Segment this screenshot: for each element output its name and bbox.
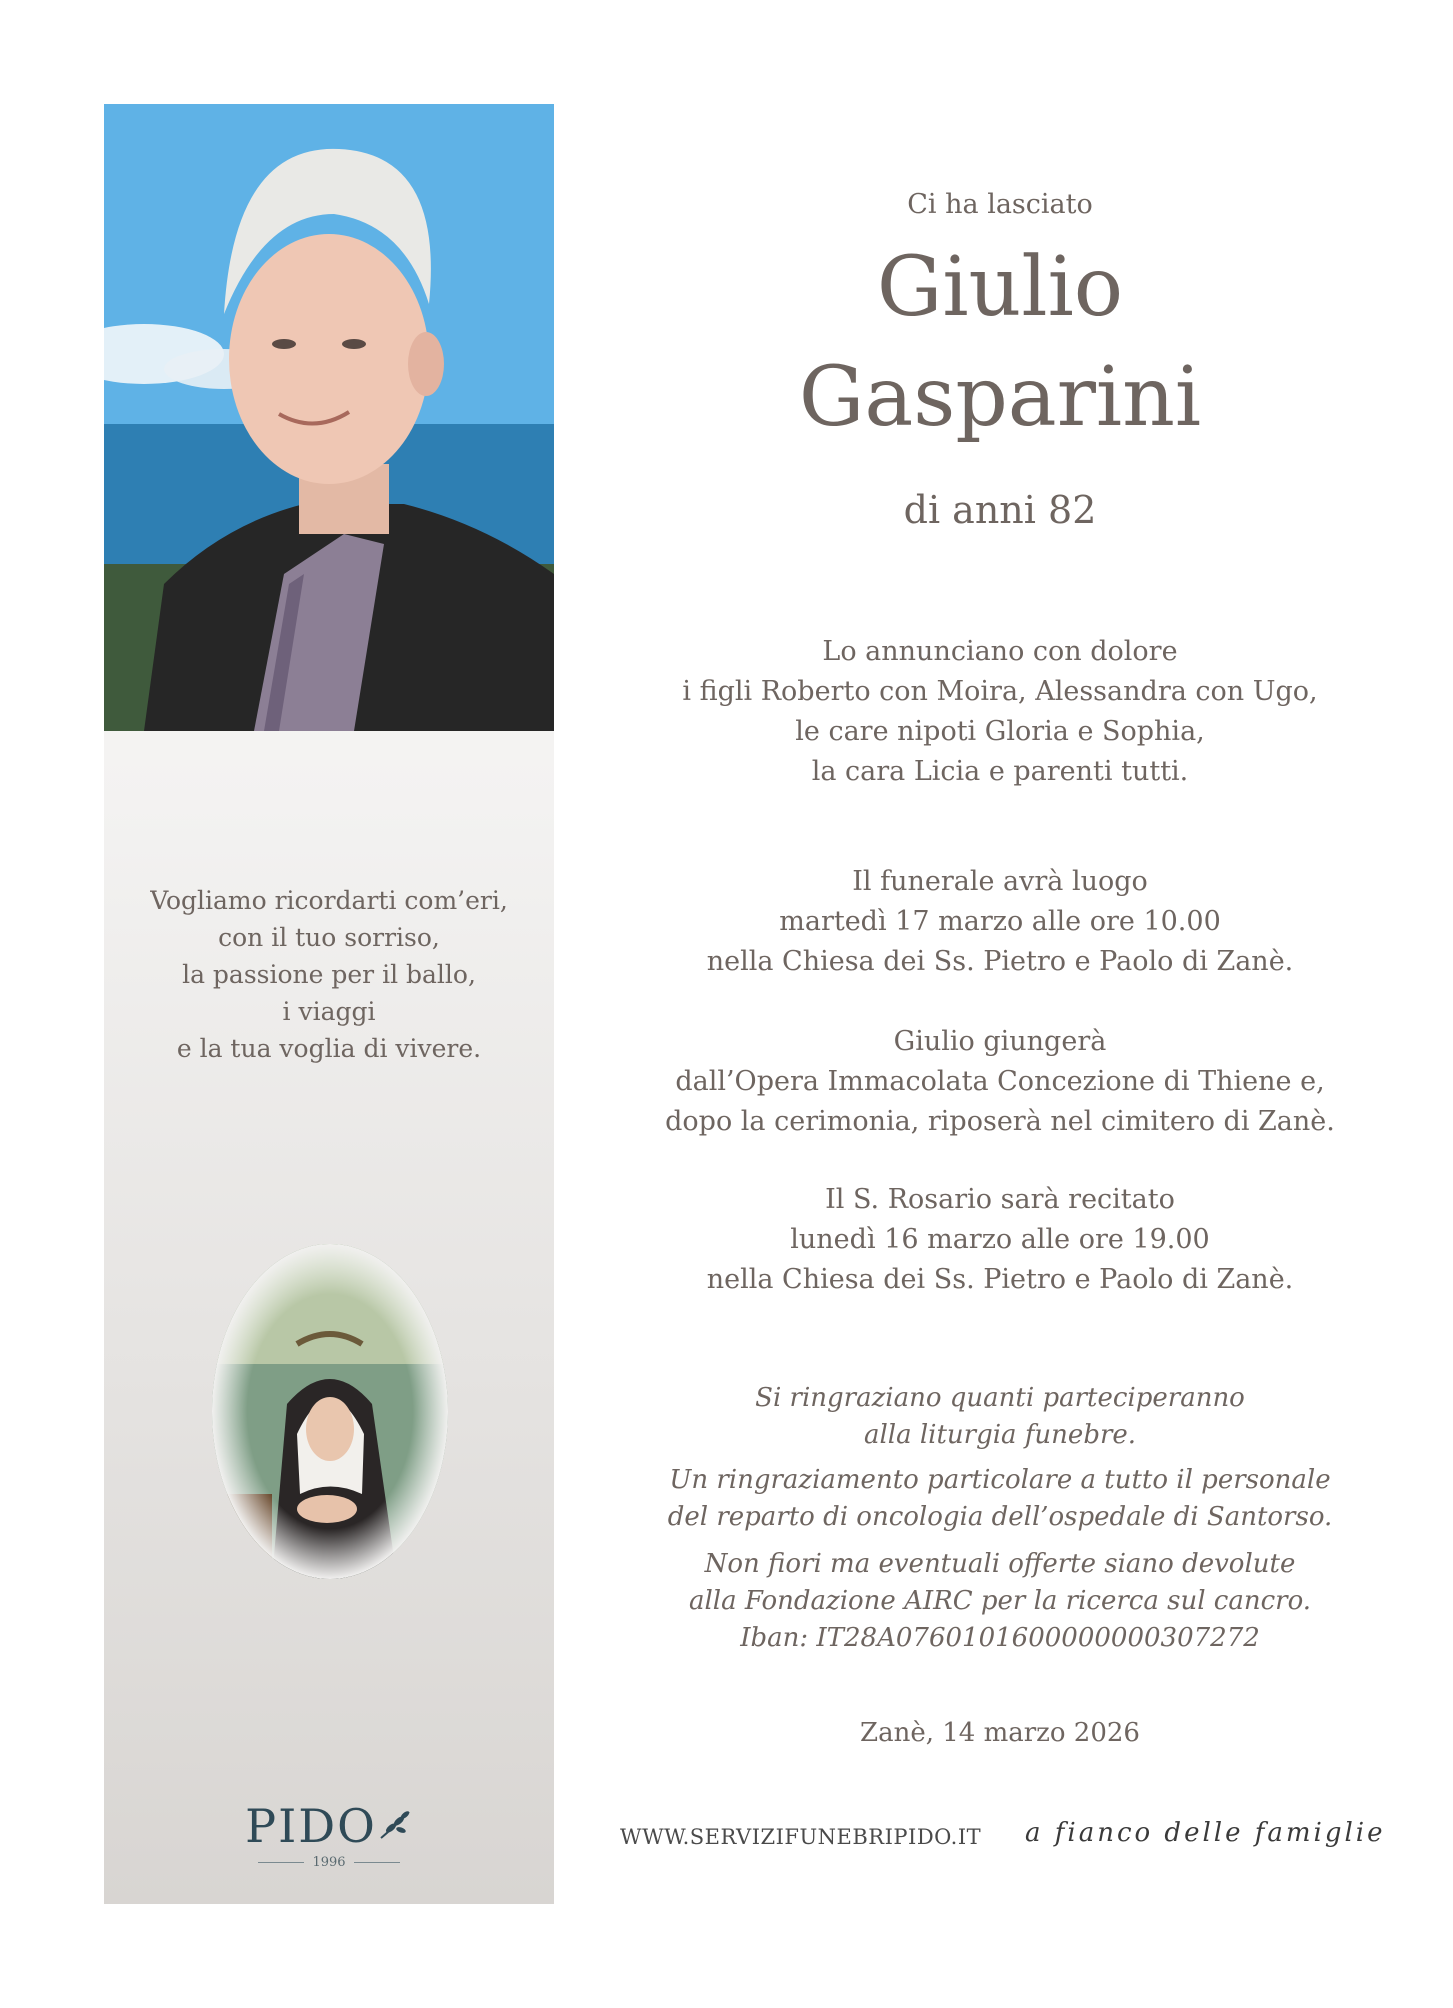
rosary-line: lunedì 16 marzo alle ore 19.00 (790, 1224, 1210, 1255)
olive-branch-icon (379, 1799, 413, 1853)
company-motto: a fianco delle famiglie (1025, 1818, 1386, 1848)
logo-word: PIDO (245, 1799, 377, 1853)
special-thanks-line: del reparto di oncologia dell’ospedale di Santorso. (667, 1502, 1333, 1532)
announcement-line: le care nipoti Gloria e Sophia, (795, 716, 1205, 747)
deceased-age: di anni 82 (903, 488, 1097, 532)
logo-year: 1996 (312, 1855, 346, 1870)
saint-image (212, 1244, 448, 1579)
rosary-line: Il S. Rosario sarà recitato (825, 1184, 1175, 1215)
memory-quote (104, 882, 554, 1067)
donations-line: Non fiori ma eventuali offerte siano devolute (704, 1549, 1296, 1579)
donations-line: alla Fondazione AIRC per la ricerca sul cancro. (688, 1586, 1312, 1616)
arrival-block (600, 1022, 1400, 1142)
left-panel (104, 104, 554, 1904)
memory-line: con il tuo sorriso, (218, 923, 440, 952)
special-thanks-line: Un ringraziamento particolare a tutto il personale (669, 1465, 1331, 1495)
pido-logo (104, 1799, 554, 1870)
portrait-photo (104, 104, 554, 731)
rosary-block (600, 1180, 1400, 1300)
logo-divider (258, 1862, 304, 1863)
memory-line: la passione per il ballo, (182, 960, 476, 989)
thanks-block (600, 1380, 1400, 1454)
logo-divider (354, 1862, 400, 1863)
deceased-first-name: Giulio (876, 240, 1124, 335)
arrival-line: dall’Opera Immacolata Concezione di Thiene e, (675, 1066, 1325, 1097)
website-link[interactable]: WWW.SERVIZIFUNEBRIPIDO.IT (620, 1825, 982, 1849)
deceased-last-name: Gasparini (798, 350, 1202, 445)
iban-line: Iban: IT28A0760101600000000307272 (740, 1623, 1260, 1653)
funeral-line: Il funerale avrà luogo (852, 866, 1148, 897)
announcement-line: la cara Licia e parenti tutti. (811, 756, 1189, 787)
memory-line: i viaggi (282, 997, 376, 1026)
funeral-line: martedì 17 marzo alle ore 10.00 (779, 906, 1221, 937)
donations-block (600, 1546, 1400, 1657)
thanks-line: alla liturgia funebre. (863, 1420, 1137, 1450)
thanks-line: Si ringraziano quanti parteciperanno (755, 1383, 1245, 1413)
notice-date: Zanè, 14 marzo 2026 (860, 1718, 1140, 1748)
arrival-line: Giulio giungerà (893, 1026, 1107, 1057)
arrival-line: dopo la cerimonia, riposerà nel cimitero di Zanè. (665, 1106, 1335, 1137)
funeral-line: nella Chiesa dei Ss. Pietro e Paolo di Zanè. (706, 946, 1294, 977)
rosary-line: nella Chiesa dei Ss. Pietro e Paolo di Zanè. (706, 1264, 1294, 1295)
announcement-line: Lo annunciano con dolore (822, 636, 1178, 667)
announcement-line: i figli Roberto con Moira, Alessandra con Ugo, (682, 676, 1318, 707)
special-thanks-block (600, 1462, 1400, 1536)
announcement-block (600, 632, 1400, 792)
memory-line: Vogliamo ricordarti com’eri, (150, 886, 508, 915)
memory-line: e la tua voglia di vivere. (176, 1034, 482, 1063)
funeral-block (600, 862, 1400, 982)
intro-text: Ci ha lasciato (907, 189, 1093, 220)
